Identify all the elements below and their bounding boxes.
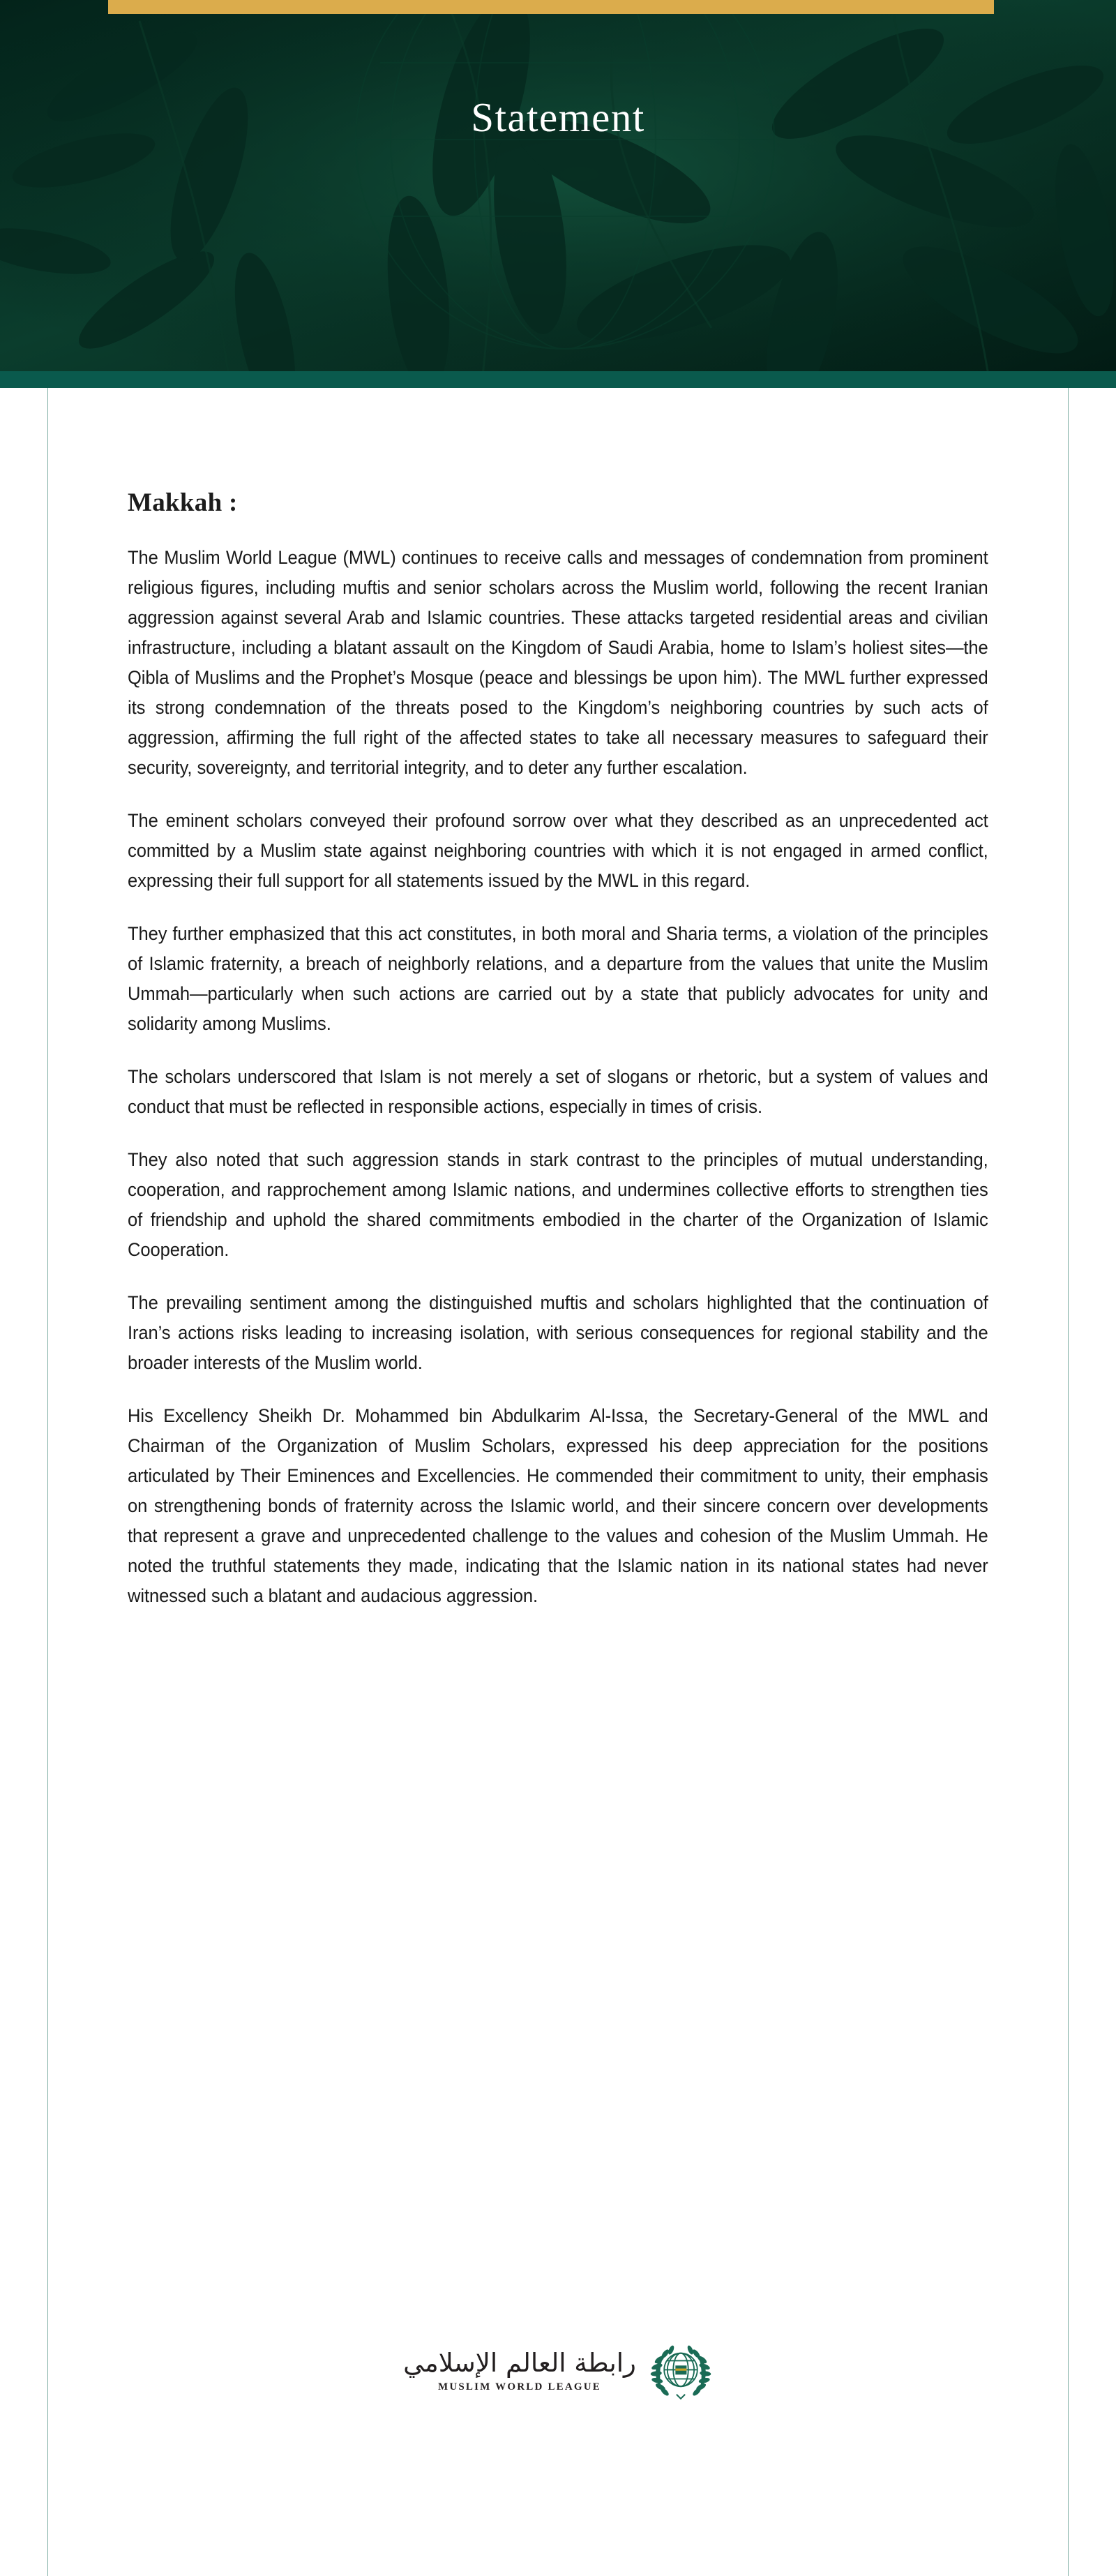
hero-header — [0, 0, 1116, 388]
logo-wordmark — [403, 2349, 636, 2393]
article-body — [128, 388, 988, 1611]
logo-english-text: MUSLIM WORLD LEAGUE — [437, 2381, 602, 2392]
teal-divider-band — [0, 371, 1116, 388]
footer-logo — [0, 2339, 1116, 2403]
dateline: Makkah : — [128, 488, 238, 517]
statement-paragraphs — [128, 518, 988, 1611]
left-margin-rule — [47, 388, 48, 2576]
document-sheet — [0, 388, 1116, 2576]
page-title — [0, 0, 1116, 388]
paragraph: The scholars underscored that Islam is not merely a set of slogans or rhetoric, but a system of values and conduct that must be reflected in responsible actions, especially in times of crisis. — [128, 1066, 988, 1117]
paragraph: The Muslim World League (MWL) continues to receive calls and messages of condemnation from prominent religious figures, including muftis and senior scholars across the Muslim world, following the recent Iranian aggression against several Arab and Islamic countries. These attacks targeted residential areas and civilian infrastructure, including a blatant assault on the Kingdom of Saudi Arabia, home to Islam’s holiest sites—the Qibla of Muslims and the Prophet’s Mosque (peace and blessings be upon him). The MWL further expressed its strong condemnation of the threats posed to the Kingdom’s neighboring countries by such acts of aggression, affirming the full right of the affected states to take all necessary measures to safeguard their security, sovereignty, and territorial integrity, and to deter any further escalation. — [128, 547, 988, 778]
logo-arabic-text: رابطة العالم الإسلامي — [403, 2348, 636, 2379]
paragraph: The eminent scholars conveyed their profound sorrow over what they described as an unprecedented act committed by a Muslim state against neighboring countries with which it is not engaged in armed conflict, expressing their full support for all statements issued by the MWL in this regard. — [128, 810, 988, 891]
paragraph: His Excellency Sheikh Dr. Mohammed bin Abdulkarim Al-Issa, the Secretary-General of the MWL and Chairman of the Organization of Muslim Scholars, expressed his deep appreciation for the positions articulated by Their Eminences and Excellencies. He commended their commitment to unity, their emphasis on strengthening bonds of fraternity across the Islamic world, and their sincere concern over developments that represent a grave and unprecedented challenge to the values and cohesion of the Muslim Ummah. He noted the truthful statements they made, indicating that the Islamic nation in its national states had never witnessed such a blatant and audacious aggression. — [128, 1405, 988, 1606]
paragraph: They further emphasized that this act constitutes, in both moral and Sharia terms, a violation of the principles of Islamic fraternity, a breach of neighborly relations, and a departure from the values that unite the Muslim Ummah—particularly when such actions are carried out by a state that publicly advocates for unity and solidarity among Muslims. — [128, 923, 988, 1034]
globe-wreath-kaaba-emblem-icon — [649, 2339, 713, 2403]
paragraph: They also noted that such aggression stands in stark contrast to the principles of mutual understanding, cooperation, and rapprochement among Islamic nations, and undermines collective efforts to strengthen ties of friendship and uphold the shared commitments embodied in the charter of the Organization of Islamic Cooperation. — [128, 1149, 988, 1260]
paragraph: The prevailing sentiment among the distinguished muftis and scholars highlighted that the continuation of Iran’s actions risks leading to increasing isolation, with serious consequences for regional stability and the broader interests of the Muslim world. — [128, 1292, 988, 1373]
right-margin-rule — [1068, 388, 1069, 2576]
page-title-text: Statement — [471, 93, 645, 140]
gold-accent-bar — [108, 0, 994, 14]
